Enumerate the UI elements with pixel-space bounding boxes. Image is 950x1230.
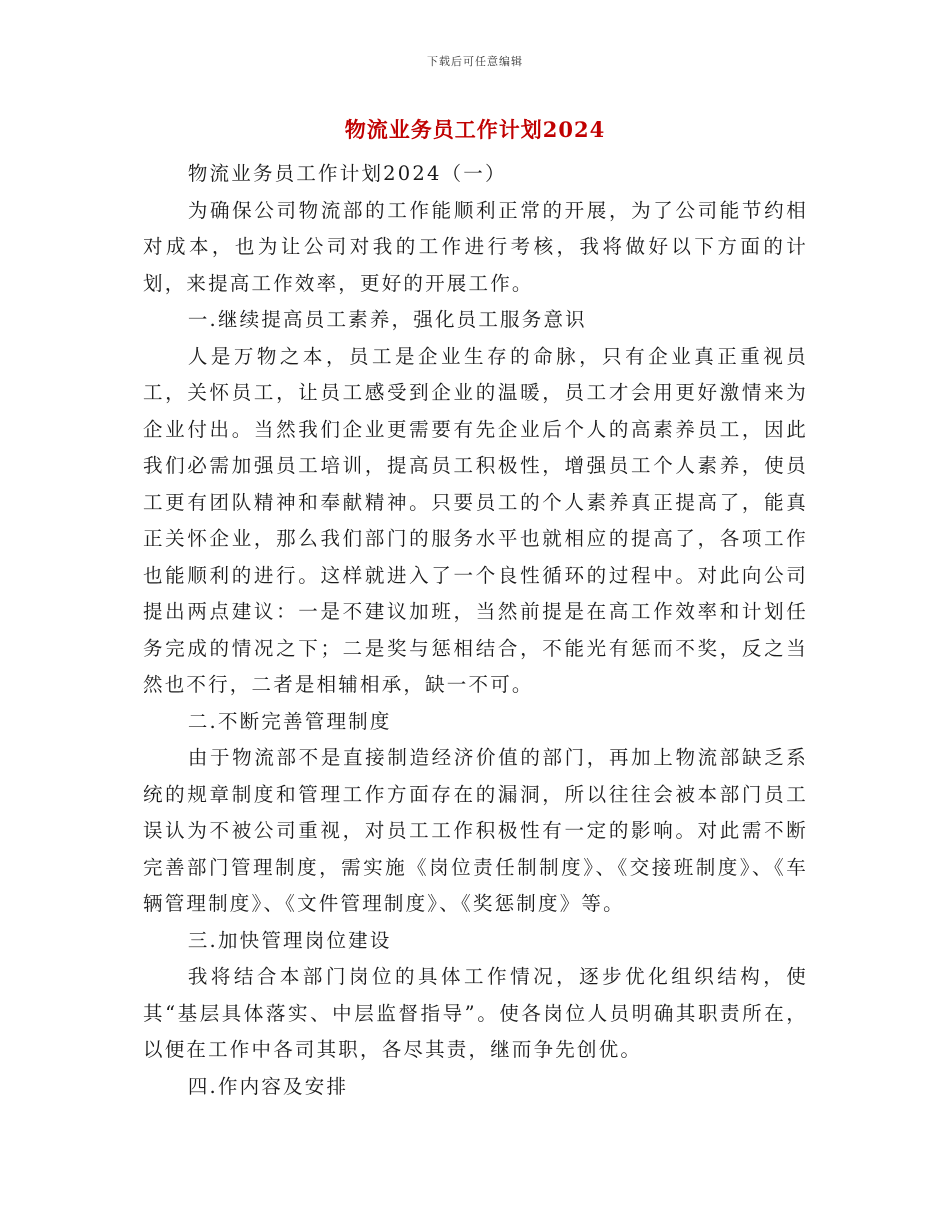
- section-paragraph-1: 人是万物之本，员工是企业生存的命脉，只有企业真正重视员工，关怀员工，让员工感受到企业的温暖，员工才会用更好激情来为企业付出。当然我们企业更需要有先企业后个人的高素养员工，因此我们必需加强员工培训，提高员工积极性，增强员工个人素养，使员工更有团队精神和奉献精神。只要员工的个人素养真正提高了，能真正关怀企业，那么我们部门的服务水平也就相应的提高了，各项工作也能顺利的进行。这样就进入了一个良性循环的过程中。对此向公司提出两点建议：一是不建议加班，当然前提是在高工作效率和计划任务完成的情况之下；二是奖与惩相结合，不能光有惩而不奖，反之当然也不行，二者是相辅相承，缺一不可。: [143, 344, 808, 696]
- document-body: [143, 156, 808, 1105]
- subtitle-paragraph: 物流业务员工作计划2024（一）: [187, 162, 507, 185]
- section-heading-4: 四.作内容及安排: [187, 1074, 349, 1098]
- document-title: 物流业务员工作计划2024: [344, 117, 606, 142]
- section-paragraph-2: 由于物流部不是直接制造经济价值的部门，再加上物流部缺乏系统的规章制度和管理工作方面存在的漏洞，所以往往会被本部门员工误认为不被公司重视，对员工工作积极性有一定的影响。对此需不断完善部门管理制度，需实施《岗位责任制制度》、《交接班制度》、《车辆管理制度》、《文件管理制度》、《奖惩制度》等。: [143, 746, 808, 915]
- header-note: 下载后可任意编辑: [427, 55, 523, 68]
- section-heading-3: 三.加快管理岗位建设: [187, 928, 392, 952]
- section-heading-1: 一.继续提高员工素养，强化员工服务意识: [187, 308, 587, 331]
- section-heading-2: 二.不断完善管理制度: [187, 709, 392, 733]
- section-paragraph-3: 我将结合本部门岗位的具体工作情况，逐步优化组织结构，使其“基层具体落实、中层监督指导”。使各岗位人员明确其职责所在，以便在工作中各司其职，各尽其责，继而争先创优。: [143, 965, 808, 1061]
- intro-paragraph: 为确保公司物流部的工作能顺利正常的开展，为了公司能节约相对成本，也为让公司对我的工作进行考核，我将做好以下方面的计划，来提高工作效率，更好的开展工作。: [143, 198, 808, 295]
